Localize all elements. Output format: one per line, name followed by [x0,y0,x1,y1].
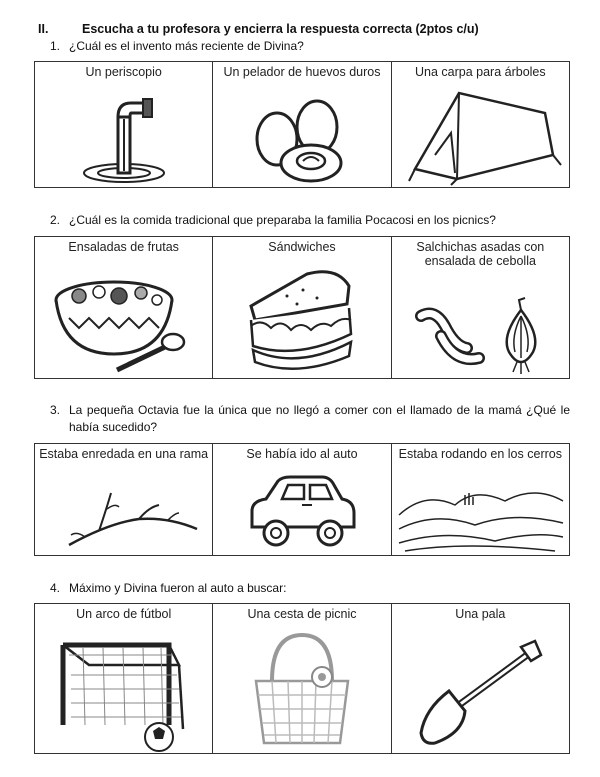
section-number: II. [38,22,49,36]
option-soccer-goal[interactable] [35,604,213,754]
options-table-1 [34,61,570,188]
option-label: Salchichas asadas con ensalada de cebolla [416,240,545,268]
option-label: Una carpa para árboles [415,65,546,79]
question-text: ¿Cuál es la comida tradicional que preparaba la familia Pocacosi en los picnics? [69,213,496,227]
option-tent[interactable] [391,62,569,188]
fruit-salad-icon [49,266,199,378]
question-2 [50,212,570,229]
car-icon [242,471,362,555]
option-label: Estaba rodando en los cerros [398,447,562,461]
option-label: Un pelador de huevos duros [223,65,381,79]
question-number: 3. [50,403,61,417]
soccer-goal-icon [49,625,199,753]
question-3 [50,402,570,436]
hills-icon [395,475,565,555]
option-label: Ensaladas de frutas [68,240,179,254]
picnic-basket-icon [242,625,362,753]
section-title [38,22,479,36]
question-text: Máximo y Divina fueron al auto a buscar: [69,581,287,595]
tent-icon [395,83,565,187]
question-text: ¿Cuál es el invento más reciente de Divina? [69,39,304,53]
option-label: Una pala [455,607,506,621]
sandwich-icon [237,260,367,378]
option-car[interactable] [213,444,391,556]
option-label: Un periscopio [85,65,162,79]
option-sausage-onion[interactable] [391,237,569,379]
question-number: 2. [50,213,61,227]
option-label: Un arco de fútbol [76,607,172,621]
question-number: 4. [50,581,61,595]
option-sandwich[interactable] [213,237,391,379]
option-branch[interactable] [35,444,213,556]
option-fruit-salad[interactable] [35,237,213,379]
option-egg-peeler[interactable] [213,62,391,188]
option-label: Se había ido al auto [246,447,358,461]
question-4 [50,580,570,597]
shovel-icon [405,629,555,753]
option-hills[interactable] [391,444,569,556]
option-shovel[interactable] [391,604,569,754]
option-label: Estaba enredada en una rama [39,447,209,461]
sausage-onion-icon [405,292,555,378]
section-heading: Escucha a tu profesora y encierra la respuesta correcta (2ptos c/u) [82,22,479,36]
periscope-icon [69,87,179,187]
question-number: 1. [50,39,61,53]
option-periscope[interactable] [35,62,213,188]
options-table-3 [34,443,570,556]
question-1 [50,38,570,55]
options-table-2 [34,236,570,379]
option-label: Sándwiches [268,240,336,254]
eggs-icon [247,91,357,187]
option-picnic-basket[interactable] [213,604,391,754]
branch-icon [49,483,199,555]
option-label: Una cesta de picnic [247,607,357,621]
options-table-4 [34,603,570,754]
question-text: La pequeña Octavia fue la única que no llegó a comer con el llamado de la mamá ¿Qué le había sucedido? [69,403,570,434]
